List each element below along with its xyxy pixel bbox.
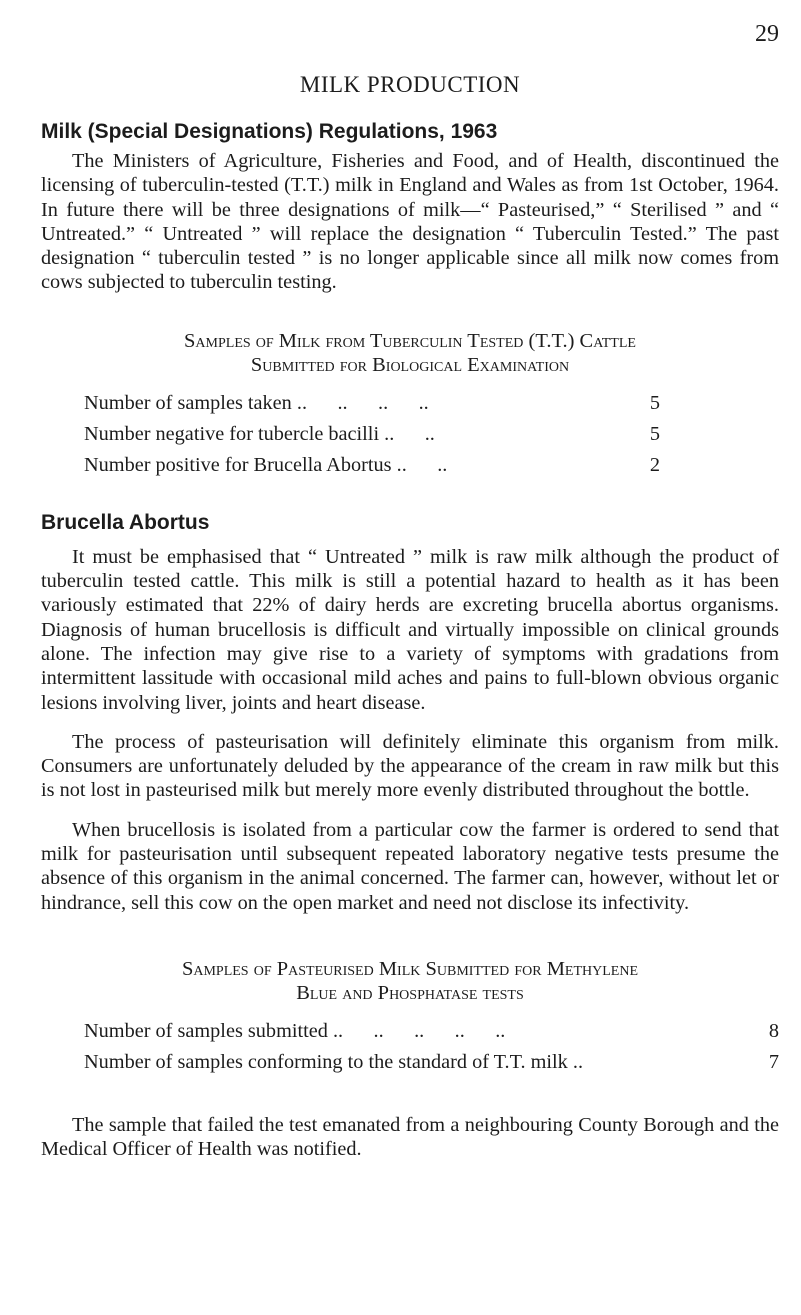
row-label-text: Number of samples taken	[84, 392, 292, 415]
row-value: 7	[768, 1051, 779, 1074]
brucella-paragraph-2: The process of pasteurisation will definitely eliminate this organism from milk. Consumers are unfortunately deluded by the appearance of the cream in raw milk but this is not lost in pasteurised milk but merely more evenly distributed throughout the bottle.	[41, 730, 779, 802]
dot-leader: .. .. .. .. ..	[332, 1020, 506, 1043]
row-label-text: Number negative for tubercle bacilli	[84, 423, 380, 446]
page-title: MILK PRODUCTION	[299, 72, 521, 97]
caption-line: Samples of Milk from Tuberculin Tested (T.T.) Cattle	[184, 329, 636, 352]
row-value: 5	[649, 392, 660, 415]
row-label-text: Number of samples submitted	[84, 1020, 328, 1043]
dot-leader: .. ..	[384, 423, 435, 446]
table-row	[84, 1047, 779, 1078]
caption-line: Submitted for Biological Examination	[250, 354, 570, 377]
brucella-paragraph-3: When brucellosis is isolated from a particular cow the farmer is ordered to send that milk for pasteurisation until subsequent repeated laboratory negative tests presume the absence of this organism in the animal concerned. The farmer can, however, without let or hindrance, sell this cow on the open market and need not disclose its infectivity.	[41, 818, 779, 914]
row-label	[84, 1016, 737, 1047]
regulations-paragraph: The Ministers of Agriculture, Fisheries and Food, and of Health, discontinued the licensing of tuberculin-tested (T.T.) milk in England and Wales as from 1st October, 1964. In future there will be three designations of milk—“ Pasteurised,” “ Sterilised ” and “ Untreated.” “ Untreated ” will replace the designation “ Tuberculin Tested.” The past designation “ tuberculin tested ” is no longer applicable since all milk now comes from cows subjected to tuberculin testing.	[41, 150, 779, 294]
page-number: 29	[755, 21, 779, 47]
table-row	[84, 1016, 779, 1047]
table-caption-pasteurised-samples	[41, 957, 779, 1006]
row-value: 5	[649, 423, 660, 446]
caption-line: Samples of Pasteurised Milk Submitted for Methylene	[181, 957, 639, 980]
table-row	[84, 388, 660, 419]
dot-leader: .. ..	[396, 454, 448, 477]
pasteurised-samples-table	[84, 1016, 779, 1078]
closing-paragraph: The sample that failed the test emanated from a neighbouring County Borough and the Medical Officer of Health was notified.	[41, 1113, 779, 1161]
section-heading-regulations: Milk (Special Designations) Regulations, 1963	[41, 120, 498, 143]
table-row	[84, 419, 660, 450]
row-label-text: Number positive for Brucella Abortus	[84, 454, 392, 477]
table-caption-tt-samples	[41, 329, 779, 378]
document-page	[41, 18, 779, 1162]
section-heading-brucella: Brucella Abortus	[41, 510, 210, 534]
table-row	[84, 450, 660, 481]
row-label	[84, 388, 618, 419]
brucella-paragraph-1: It must be emphasised that “ Untreated ” milk is raw milk although the product of tuberculin tested cattle. This milk is still a potential hazard to health as it has been variously estimated that 22% of dairy herds are excreting brucella abortus organisms. Diagnosis of human brucellosis is difficult and virtually impossible on clinical grounds alone. The infection may give rise to a variety of symptoms with gradations from intermittent lassitude with occasional mild aches and pains to full-blown obvious organic lesions involving liver, joints and heart disease.	[41, 545, 779, 714]
row-label	[84, 1047, 737, 1078]
row-label	[84, 419, 618, 450]
row-value: 2	[649, 454, 660, 477]
row-value: 8	[768, 1020, 779, 1043]
caption-line: Blue and Phosphatase tests	[296, 982, 524, 1005]
tt-samples-table	[84, 388, 660, 481]
row-label	[84, 450, 618, 481]
dot-leader: .. .. .. ..	[296, 392, 429, 415]
row-label-text: Number of samples conforming to the standard of T.T. milk	[84, 1051, 568, 1074]
dot-leader: ..	[572, 1051, 584, 1074]
